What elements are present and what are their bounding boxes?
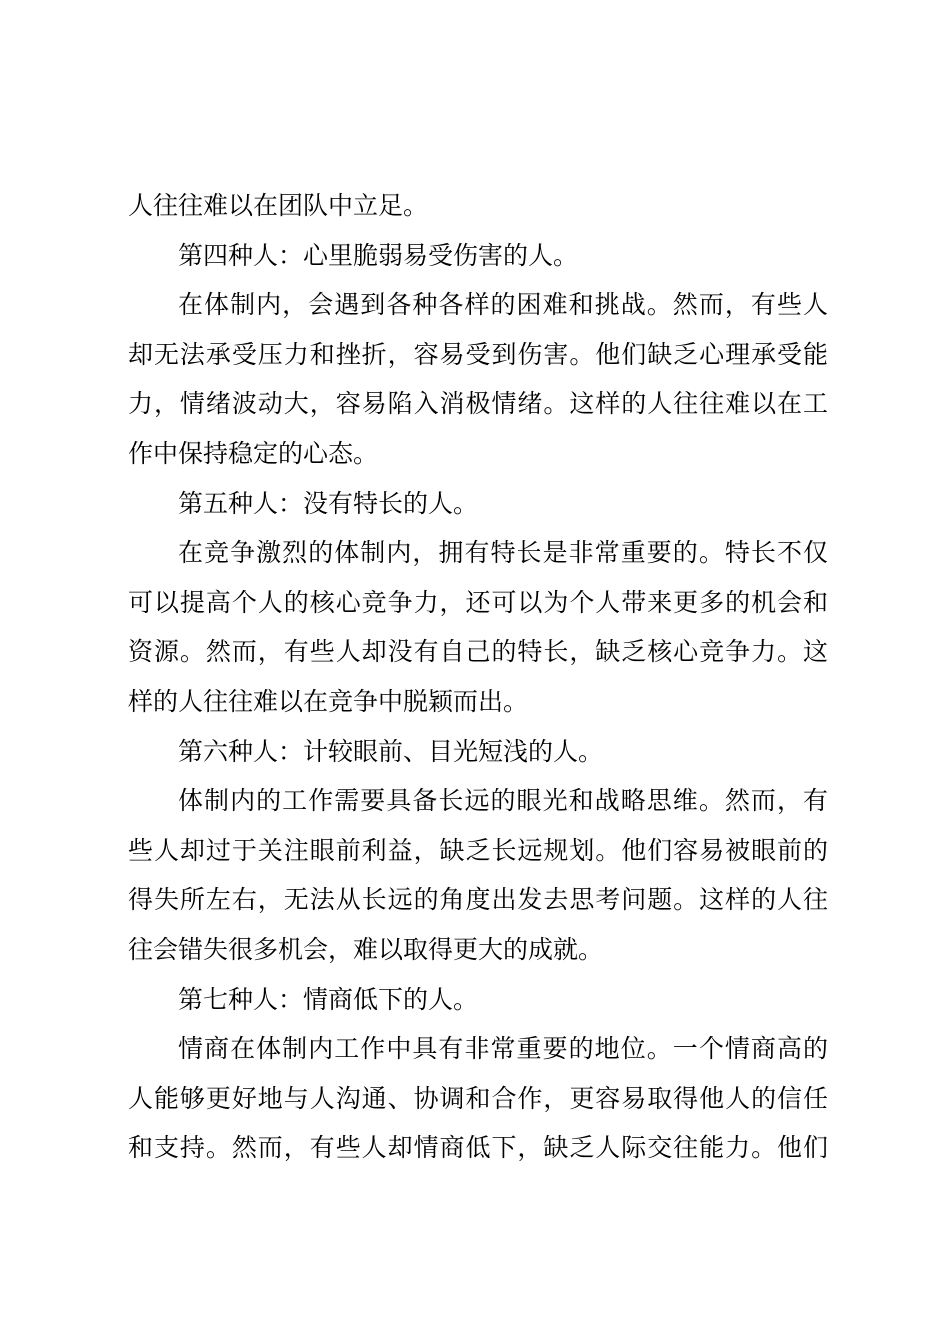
section-heading-5: 第五种人：没有特长的人。 xyxy=(178,488,479,518)
text-line: 往会错失很多机会，难以取得更大的成就。 xyxy=(128,934,604,964)
text-line: 样的人往往难以在竞争中脱颖而出。 xyxy=(128,686,529,716)
text-line: 资源。然而，有些人却没有自己的特长，缺乏核心竞争力。这 xyxy=(128,637,828,667)
text-line: 却无法承受压力和挫折，容易受到伤害。他们缺乏心理承受能 xyxy=(128,339,828,369)
text-line: 可以提高个人的核心竞争力，还可以为个人带来更多的机会和 xyxy=(128,587,828,617)
text-line: 在竞争激烈的体制内，拥有特长是非常重要的。特长不仅 xyxy=(178,538,828,568)
text-line: 情商在体制内工作中具有非常重要的地位。一个情商高的 xyxy=(178,1034,828,1064)
section-heading-6: 第六种人：计较眼前、目光短浅的人。 xyxy=(178,736,604,766)
text-line: 体制内的工作需要具备长远的眼光和战略思维。然而，有 xyxy=(178,786,828,816)
text-line: 些人却过于关注眼前利益，缺乏长远规划。他们容易被眼前的 xyxy=(128,835,828,865)
text-line: 得失所左右，无法从长远的角度出发去思考问题。这样的人往 xyxy=(128,885,828,915)
text-line: 作中保持稳定的心态。 xyxy=(128,438,379,468)
section-heading-7: 第七种人：情商低下的人。 xyxy=(178,984,479,1014)
section-heading-4: 第四种人：心里脆弱易受伤害的人。 xyxy=(178,240,579,270)
document-body xyxy=(128,181,828,1173)
text-line: 力，情绪波动大，容易陷入消极情绪。这样的人往往难以在工 xyxy=(128,389,828,419)
text-line: 在体制内，会遇到各种各样的困难和挑战。然而，有些人 xyxy=(178,290,828,320)
text-line: 人往往难以在团队中立足。 xyxy=(128,191,429,220)
text-line: 人能够更好地与人沟通、协调和合作，更容易取得他人的信任 xyxy=(128,1083,828,1113)
text-line: 和支持。然而，有些人却情商低下，缺乏人际交往能力。他们 xyxy=(128,1133,828,1163)
